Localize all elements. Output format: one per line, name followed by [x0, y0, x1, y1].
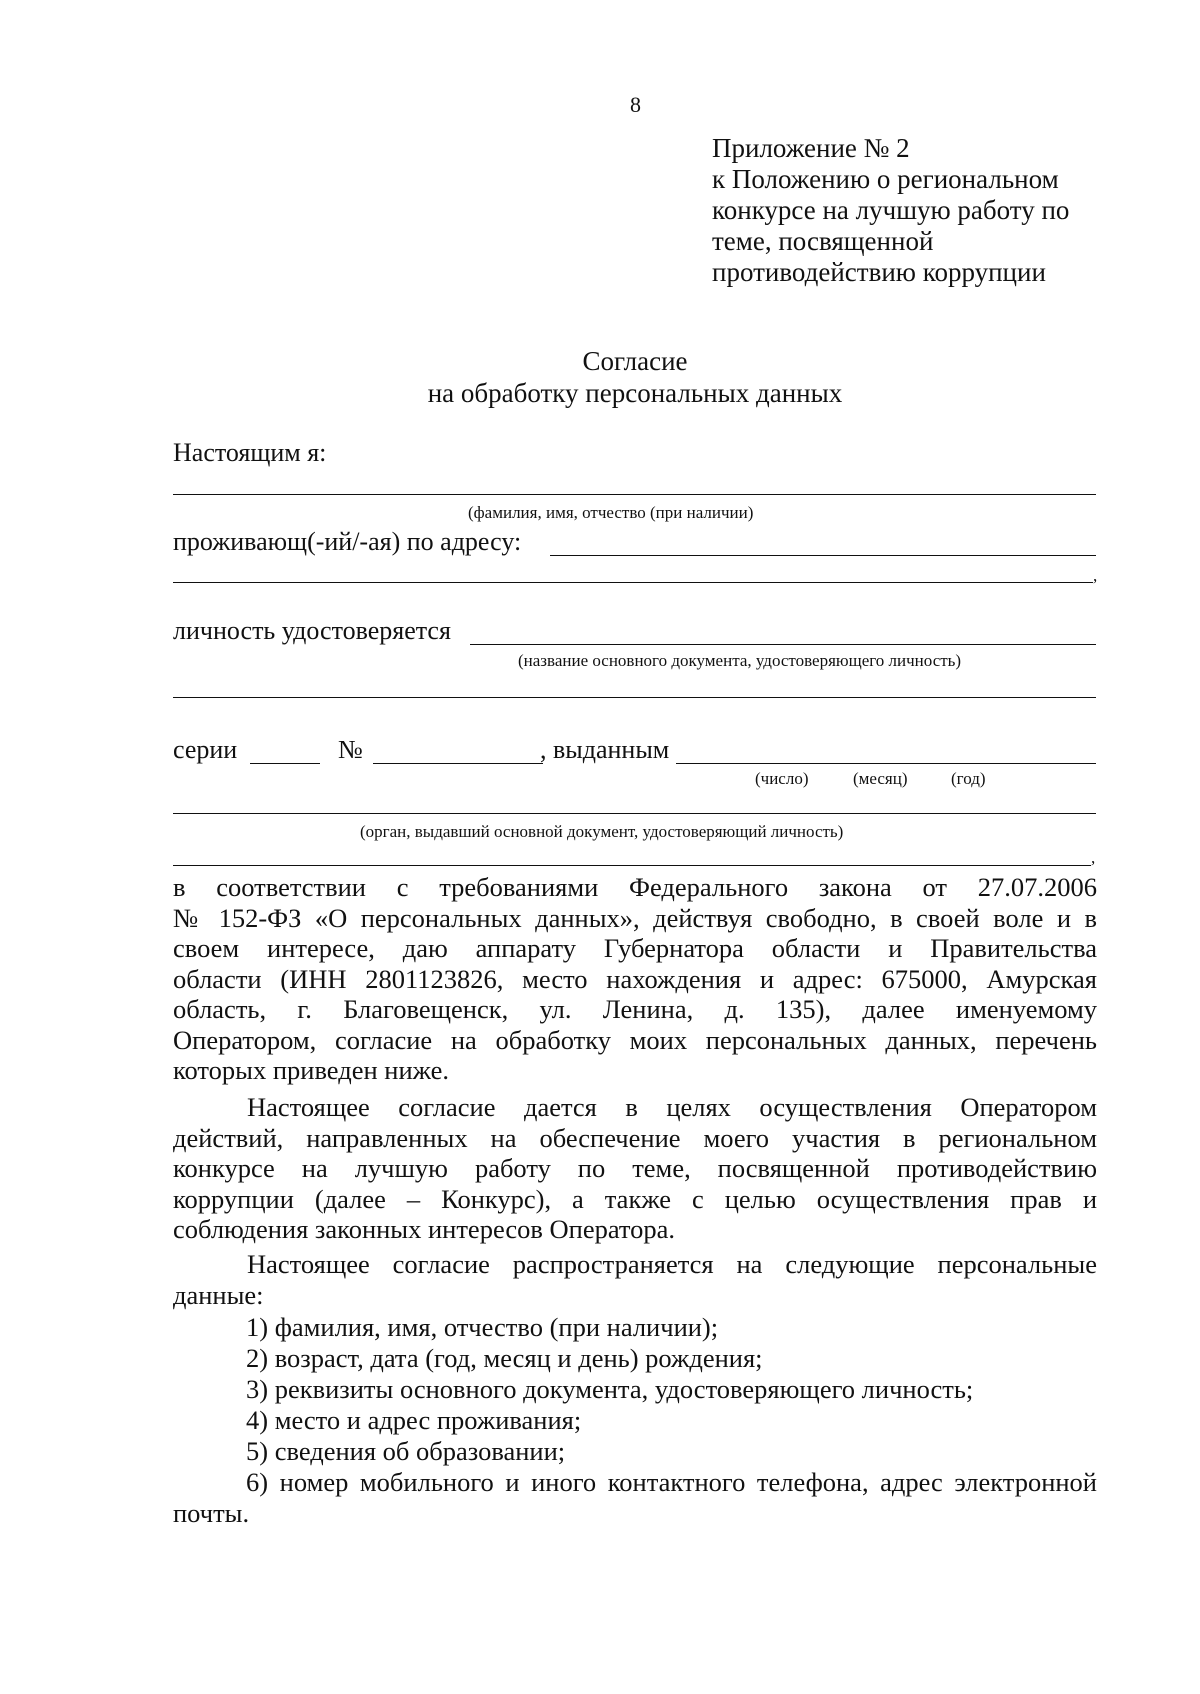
series-label: серии [173, 735, 238, 764]
list-item: 3) реквизиты основного документа, удостоверяющего личность; [246, 1374, 974, 1404]
list-item: 2) возраст, дата (год, месяц и день) рождения; [246, 1343, 763, 1373]
document-subtitle: на обработку персональных данных [427, 378, 843, 408]
document-field-line[interactable] [173, 697, 1096, 698]
issued-label: , выданным [540, 735, 670, 764]
day-hint: (число) [755, 769, 809, 788]
list-item: 4) место и адрес проживания; [246, 1405, 582, 1435]
paragraph-line: которых приведен ниже. [173, 1055, 449, 1085]
list-item: 1) фамилия, имя, отчество (при наличии); [246, 1312, 719, 1342]
number-label: № [338, 735, 363, 764]
paragraph-line: действий, направленных на обеспечение моего участия в региональном [173, 1122, 1097, 1153]
series-field-line[interactable] [250, 763, 320, 764]
identity-label: личность удостоверяется [173, 616, 451, 645]
consent-paragraph [173, 872, 1097, 1086]
paragraph-line: коррупции (далее – Конкурс), а также с целью осуществления прав и [173, 1183, 1097, 1214]
paragraph-line: своем интересе, даю аппарату Губернатора области и Правительства [173, 933, 1097, 963]
paragraph-line: № 152-ФЗ «О персональных данных», действуя свободно, в своей воле и в [173, 902, 1097, 933]
comma-mark: , [1093, 566, 1098, 585]
number-field-line[interactable] [373, 763, 543, 764]
paragraph-line: в соответствии с требованиями Федерального закона от 27.07.2006 [173, 872, 1097, 902]
appendix-line: к Положению о региональном [712, 164, 1059, 194]
authority-field-line[interactable] [173, 813, 1096, 814]
paragraph-line: соблюдения законных интересов Оператора. [173, 1214, 676, 1244]
authority-field-line-2[interactable] [173, 865, 1091, 866]
identity-field-line[interactable] [470, 644, 1096, 645]
purpose-paragraph [173, 1092, 1097, 1245]
document-hint: (название основного документа, удостоверяющего личность) [518, 651, 962, 670]
list-item: 6) номер мобильного и иного контактного телефона, адрес электронной [246, 1467, 1097, 1497]
intro-label: Настоящим я: [173, 438, 327, 467]
authority-hint: (орган, выдавший основной документ, удостоверяющий личность) [360, 822, 844, 841]
paragraph-line: данные: [173, 1279, 264, 1310]
month-hint: (месяц) [853, 769, 908, 788]
issued-date-field-line[interactable] [676, 763, 1096, 764]
appendix-line: противодействию коррупции [712, 257, 1046, 287]
document-title: Согласие [582, 346, 688, 376]
address-field-line-2[interactable] [173, 582, 1093, 583]
paragraph-line: Настоящее согласие дается в целях осуществления Оператором [247, 1092, 1097, 1122]
appendix-line: конкурсе на лучшую работу по [712, 195, 1070, 225]
scope-paragraph [173, 1249, 1097, 1310]
paragraph-line: Оператором, согласие на обработку моих персональных данных, перечень [173, 1024, 1097, 1055]
paragraph-line: Настоящее согласие распространяется на следующие персональные [247, 1249, 1097, 1279]
comma-mark: , [1091, 848, 1096, 867]
appendix-line: Приложение № 2 [712, 133, 910, 163]
paragraph-line: конкурсе на лучшую работу по теме, посвященной противодействию [173, 1153, 1097, 1183]
list-item-6 [173, 1467, 1097, 1528]
page-number: 8 [630, 92, 641, 117]
fio-field-line[interactable] [173, 494, 1096, 495]
appendix-line: теме, посвященной [712, 226, 934, 256]
fio-hint: (фамилия, имя, отчество (при наличии) [468, 503, 754, 522]
paragraph-line: области (ИНН 2801123826, место нахождения и адрес: 675000, Амурская [173, 963, 1097, 994]
list-item-tail: почты. [173, 1497, 250, 1528]
address-label: проживающ(-ий/-ая) по адресу: [173, 527, 522, 556]
year-hint: (год) [951, 769, 986, 788]
list-item: 5) сведения об образовании; [246, 1436, 566, 1466]
address-field-line[interactable] [550, 555, 1096, 556]
appendix-header [712, 133, 1132, 288]
paragraph-line: область, г. Благовещенск, ул. Ленина, д. 135), далее именуемому [173, 994, 1097, 1024]
